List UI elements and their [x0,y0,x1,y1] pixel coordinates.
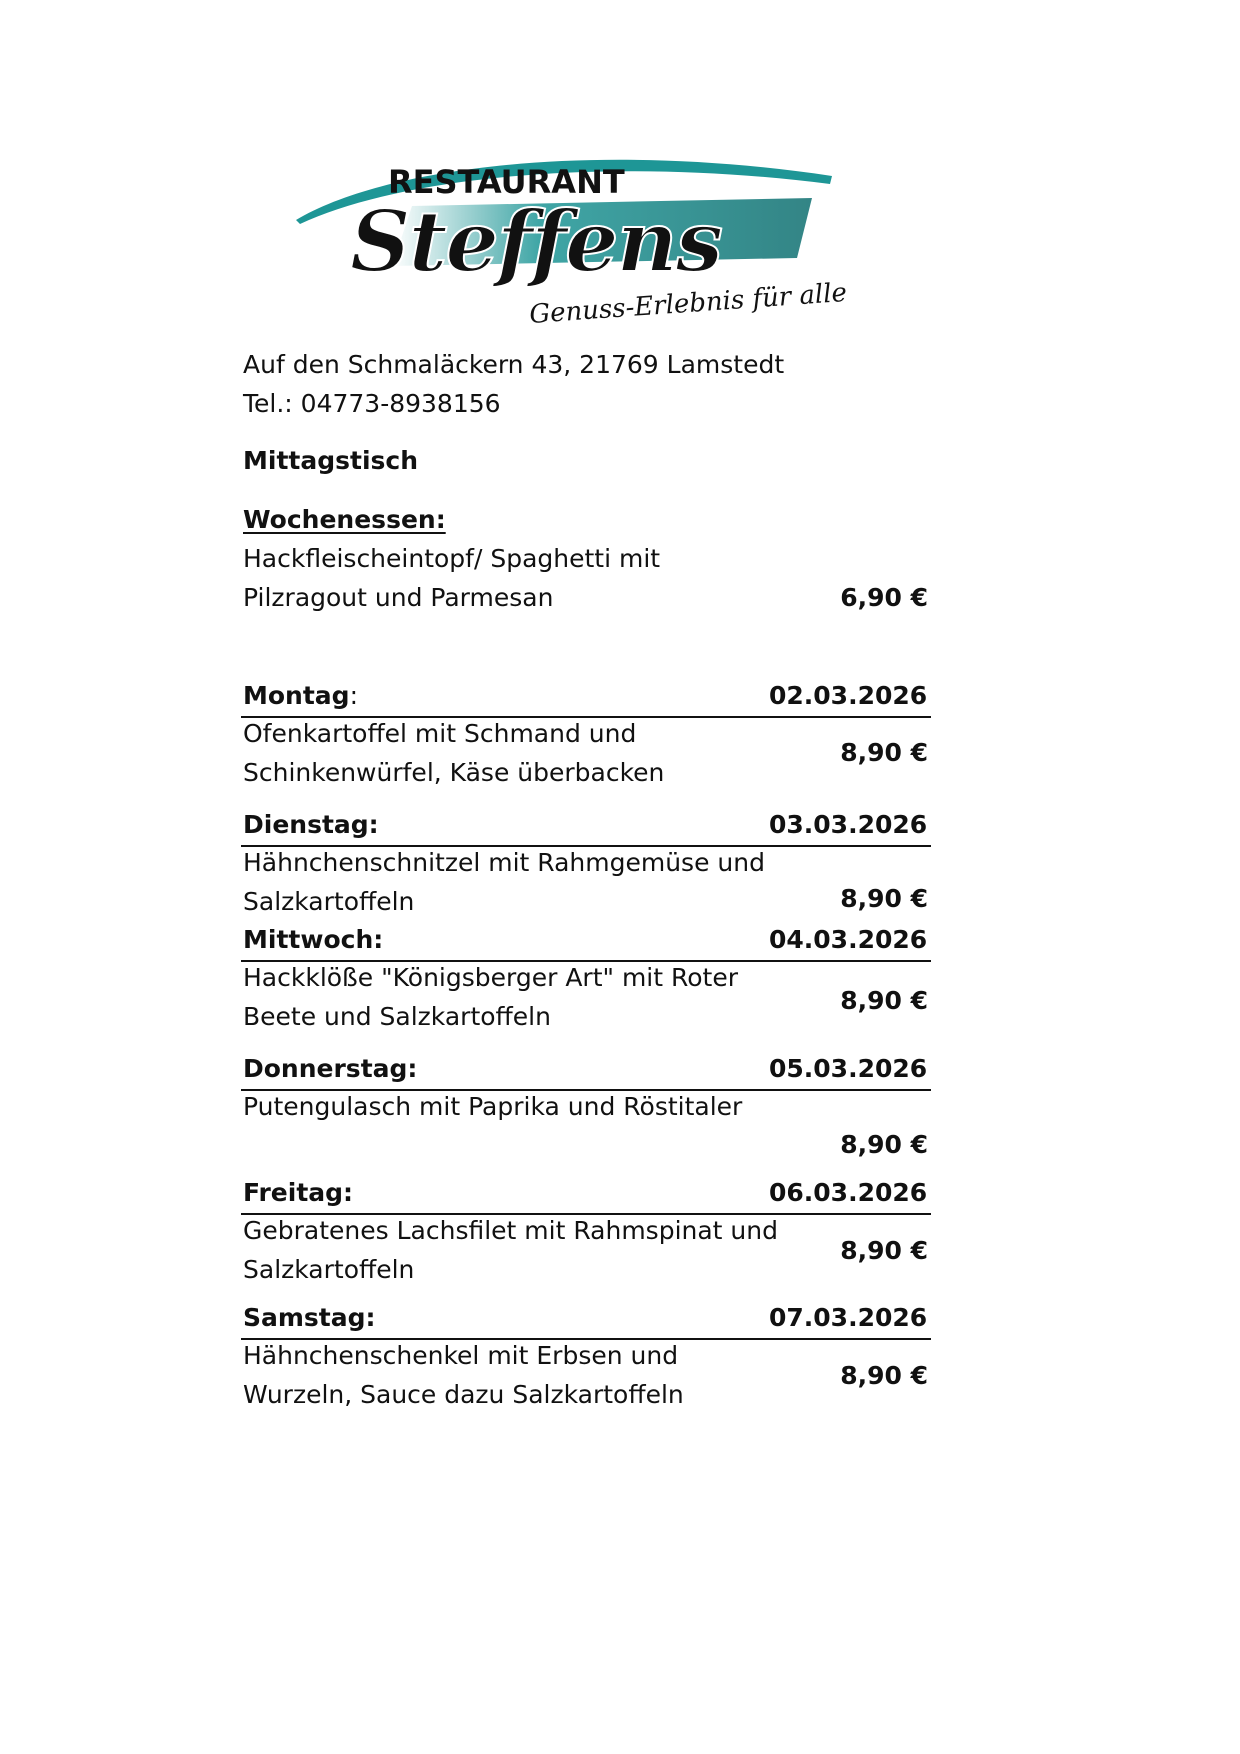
day-header-monday [241,676,931,718]
day-header-wednesday [241,920,931,962]
day-header-tuesday [241,805,931,847]
dish-line1: Ofenkartoffel mit Schmand und [243,719,637,748]
price-wednesday: 8,90 € [840,986,928,1015]
day-date: 02.03.2026 [769,681,928,710]
dish-thursday [243,1087,763,1126]
logo-top-text: RESTAURANT [388,163,625,201]
price-monday: 8,90 € [840,738,928,767]
dish-saturday [243,1336,763,1414]
day-name: Montag: [243,681,359,710]
price-thursday: 8,90 € [840,1130,928,1159]
weekly-dish-line1: Hackfleischeintopf/ Spaghetti mit [243,544,661,573]
day-date: 03.03.2026 [769,810,928,839]
day-name: Samstag: [243,1303,376,1332]
dish-line2: Schinkenwürfel, Käse überbacken [243,758,665,787]
dish-line1: Hähnchenschenkel mit Erbsen und [243,1341,679,1370]
restaurant-logo [292,148,852,338]
dish-tuesday [243,843,763,921]
day-header-saturday [241,1298,931,1340]
weekly-dish-line2: Pilzragout und Parmesan [243,583,554,612]
day-name: Mittwoch: [243,925,384,954]
dish-line2: Wurzeln, Sauce dazu Salzkartoffeln [243,1380,684,1409]
logo-tagline: Genuss-Erlebnis für alle [528,277,848,330]
day-header-thursday [241,1049,931,1091]
weekly-price: 6,90 € [840,583,928,612]
page-title: Mittagstisch [243,446,419,475]
day-date: 06.03.2026 [769,1178,928,1207]
logo-graphic [292,148,852,338]
weekly-label: Wochenessen: [243,505,446,534]
day-name: Freitag: [243,1178,354,1207]
price-tuesday: 8,90 € [840,884,928,913]
logo-name: Steffens [350,192,721,291]
dish-line1: Hähnchenschnitzel mit Rahmgemüse und [243,848,765,877]
day-date: 07.03.2026 [769,1303,928,1332]
price-saturday: 8,90 € [840,1361,928,1390]
dish-line1: Putengulasch mit Paprika und Röstitaler [243,1092,743,1121]
weekly-dish [243,539,763,617]
day-name: Donnerstag: [243,1054,418,1083]
day-header-friday [241,1173,931,1215]
dish-line2: Salzkartoffeln [243,887,415,916]
phone-line: Tel.: 04773-8938156 [243,389,501,418]
day-date: 04.03.2026 [769,925,928,954]
dish-line1: Hackklöße "Königsberger Art" mit Roter [243,963,739,992]
dish-wednesday [243,958,763,1036]
address-line: Auf den Schmaläckern 43, 21769 Lamstedt [243,350,785,379]
day-date: 05.03.2026 [769,1054,928,1083]
price-friday: 8,90 € [840,1236,928,1265]
dish-line2: Beete und Salzkartoffeln [243,1002,551,1031]
dish-monday [243,714,763,792]
dish-line2: Salzkartoffeln [243,1255,415,1284]
dish-friday [243,1211,778,1289]
day-name: Dienstag: [243,810,379,839]
dish-line1: Gebratenes Lachsfilet mit Rahmspinat und [243,1216,778,1245]
